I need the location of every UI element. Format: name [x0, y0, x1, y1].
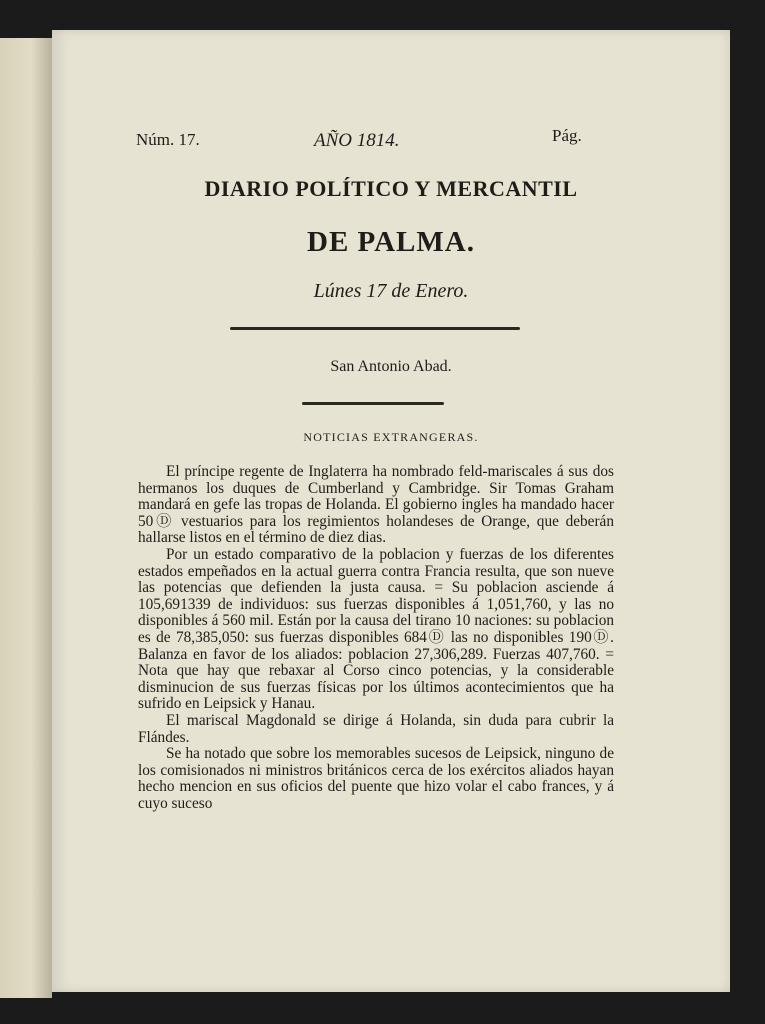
masthead-line-1: DIARIO POLÍTICO Y MERCANTIL [204, 176, 578, 201]
article-body [138, 464, 614, 812]
previous-page-edge [0, 38, 52, 998]
paragraph: El mariscal Magdonald se dirige á Holanda, sin duda para cubrir la Flándes. [138, 711, 614, 746]
newspaper-page [52, 30, 730, 992]
issue-date: Lúnes 17 de Enero. [313, 280, 469, 302]
section-heading: NOTICIAS EXTRANGERAS. [303, 430, 479, 444]
saint-of-day: San Antonio Abad. [330, 358, 452, 375]
page-label: Pág. [552, 126, 582, 145]
divider-rule-short [302, 402, 444, 405]
paragraph: El príncipe regente de Inglaterra ha nombrado feld-mariscales á sus dos hermanos los duques de Cumberland y Cambridge. Sir Tomas Graham mandará en gefe las tropas de Holanda. El gobierno ingles ha mandado hacer 50Ⓓ vestuarios para los regimientos holandeses de Orange, que deberán hallarse listos en el término de diez dias. [138, 463, 614, 547]
masthead-line-2: DE PALMA. [307, 226, 475, 258]
issue-number: Núm. 17. [136, 130, 200, 149]
issue-year: AÑO 1814. [314, 130, 400, 151]
paragraph: Por un estado comparativo de la poblacion y fuerzas de los diferentes estados empeñados en la actual guerra contra Francia resulta, que son nueve las potencias que defienden la justa causa. = Su poblacion asciende á 105,691339 de individuos: sus fuerzas disponibles á 1,051,760, y las no disponibles á 560 mil. Están por la causa del tirano 10 naciones: su poblacion es de 78,385,050: sus fuerzas disponibles 684Ⓓ las no disponibles 190Ⓓ. Balanza en favor de los aliados: poblacion 27,306,289. Fuerzas 407,760. = Nota que hay que rebaxar al Corso cinco potencias, y la considerable disminucion de sus fuerzas físicas por los últimos acontecimientos que ha sufrido en Leipsick y Hanau. [138, 545, 614, 713]
paragraph: Se ha notado que sobre los memorables sucesos de Leipsick, ninguno de los comisionados ni ministros británicos cerca de los exércitos aliados hayan hecho mencion en sus oficios del puente que hizo volar el cabo frances, y á cuyo suceso [138, 745, 614, 812]
divider-rule [230, 327, 520, 330]
